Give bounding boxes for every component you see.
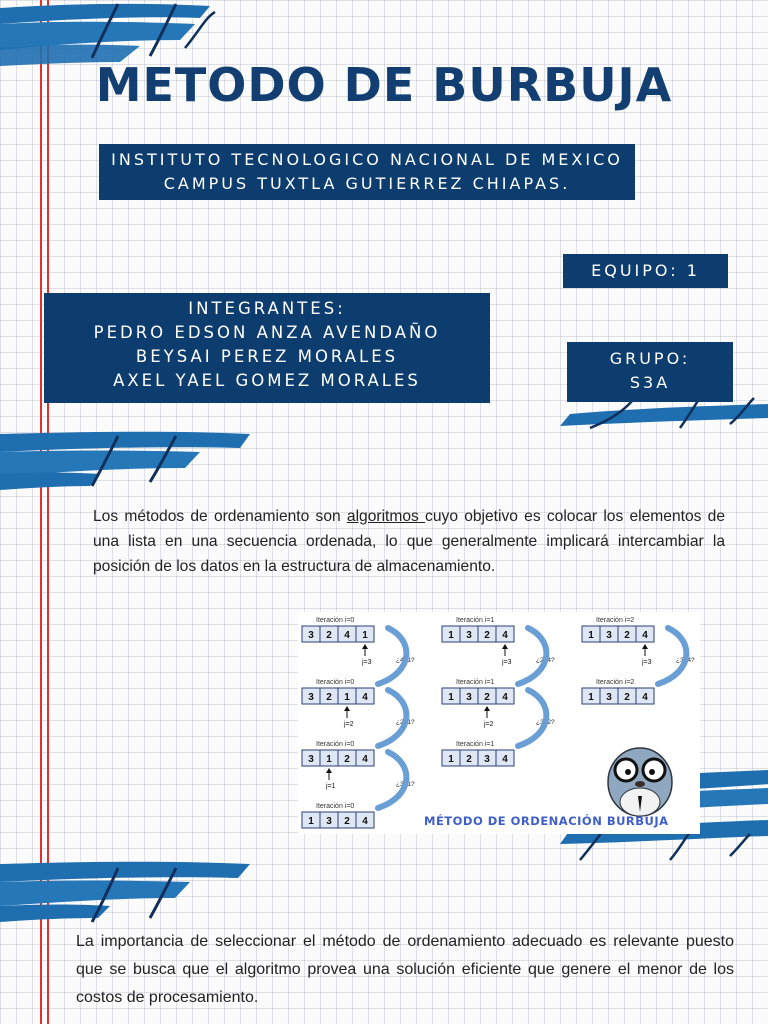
team-box — [563, 254, 728, 288]
institution-line-2: CAMPUS TUXTLA GUTIERREZ CHIAPAS. — [163, 174, 571, 193]
array-cell-value: 1 — [326, 754, 332, 765]
array-cell-value: 1 — [588, 630, 594, 641]
pointer-label: j=3 — [362, 659, 372, 666]
transition-arrow — [658, 628, 686, 684]
array-cell-value: 1 — [344, 692, 350, 703]
array-cell-value: 3 — [466, 692, 472, 703]
intro-text-end: cuyo objetivo es colocar los elementos de una lista en una secuencia ordenada, lo que generalmente implicará intercambiar la posición de los datos en la estructura de almacenamiento. — [93, 508, 725, 575]
array-cell-value: 3 — [484, 754, 490, 765]
transition-arrow — [518, 690, 546, 746]
iteration-label: Iteración i=1 — [456, 617, 495, 624]
array-cell-value: 4 — [502, 754, 508, 765]
iteration-label: Iteración i=2 — [596, 617, 635, 624]
pointer-label: j=3 — [642, 659, 652, 666]
compare-label: ¿3>2? — [536, 719, 555, 726]
members-heading: INTEGRANTES: — [188, 299, 346, 318]
transition-arrow — [378, 752, 406, 808]
array-cell-value: 1 — [362, 630, 368, 641]
algoritmos-link[interactable]: algoritmos — [346, 508, 426, 525]
intro-text-start: Los métodos de ordenamiento son — [93, 508, 347, 525]
array-cell-value: 4 — [642, 692, 648, 703]
compare-label: ¿2>4? — [536, 657, 555, 664]
array-cell-value: 2 — [484, 692, 490, 703]
compare-label: ¿2>1? — [396, 719, 415, 726]
iteration-label: Iteración i=0 — [316, 679, 355, 686]
bubble-sort-figure — [298, 612, 700, 834]
member-name: PEDRO EDSON ANZA AVENDAÑO — [93, 323, 441, 342]
pointer-label: j=3 — [502, 659, 512, 666]
page-title: METODO DE BURBUJA — [95, 58, 673, 112]
brush-stroke-mid-left — [0, 430, 260, 490]
team-label: EQUIPO: 1 — [591, 261, 700, 280]
array-cell-value: 3 — [606, 630, 612, 641]
array-cell-value: 2 — [484, 630, 490, 641]
array-cell-value: 1 — [448, 754, 454, 765]
members-box — [44, 293, 490, 403]
brush-stroke-bottom-left — [0, 860, 260, 930]
member-name: BEYSAI PEREZ MORALES — [135, 347, 399, 366]
pointer-arrow-head — [502, 644, 508, 649]
pointer-label: j=2 — [484, 721, 494, 728]
pointer-arrow-head — [362, 644, 368, 649]
group-box — [567, 342, 733, 402]
compare-label: ¿3>1? — [396, 781, 415, 788]
array-cell-value: 1 — [448, 692, 454, 703]
iteration-label: Iteración i=0 — [316, 617, 355, 624]
iteration-label: Iteración i=2 — [596, 679, 635, 686]
iteration-label: Iteración i=0 — [316, 741, 355, 748]
transition-arrow — [518, 628, 546, 684]
iteration-label: Iteración i=1 — [456, 741, 495, 748]
array-cell-value: 1 — [308, 816, 314, 827]
array-cell-value: 2 — [624, 630, 630, 641]
pointer-arrow-head — [326, 768, 332, 773]
pointer-label: j=1 — [326, 783, 336, 790]
pointer-arrow-head — [642, 644, 648, 649]
array-cell-value: 2 — [326, 630, 332, 641]
array-cell-value: 2 — [624, 692, 630, 703]
array-cell-value: 3 — [308, 754, 314, 765]
bubble-sort-diagram — [298, 612, 700, 834]
mascot-nose-icon — [635, 781, 645, 787]
compare-label: ¿4>1? — [396, 657, 415, 664]
mascot-eye-icon — [625, 769, 631, 775]
array-cell-value: 4 — [362, 816, 368, 827]
member-name: AXEL YAEL GOMEZ MORALES — [113, 371, 421, 390]
intro-paragraph — [93, 504, 725, 579]
array-cell-value: 2 — [344, 816, 350, 827]
array-cell-value: 1 — [588, 692, 594, 703]
pointer-arrow-head — [344, 706, 350, 711]
array-cell-value: 2 — [466, 754, 472, 765]
array-cell-value: 3 — [606, 692, 612, 703]
iteration-label: Iteración i=1 — [456, 679, 495, 686]
array-cell-value: 1 — [448, 630, 454, 641]
array-cell-value: 3 — [466, 630, 472, 641]
mascot-eye-icon — [649, 769, 655, 775]
array-cell-value: 4 — [362, 754, 368, 765]
array-cell-value: 2 — [326, 692, 332, 703]
iteration-label: Iteración i=0 — [316, 803, 355, 810]
array-cell-value: 4 — [344, 630, 350, 641]
array-cell-value: 2 — [344, 754, 350, 765]
institution-box — [99, 144, 635, 200]
transition-arrow — [378, 628, 406, 684]
array-cell-value: 3 — [308, 692, 314, 703]
array-cell-value: 3 — [308, 630, 314, 641]
array-cell-value: 4 — [362, 692, 368, 703]
array-cell-value: 4 — [642, 630, 648, 641]
transition-arrow — [378, 690, 406, 746]
pointer-arrow-head — [484, 706, 490, 711]
group-label: GRUPO: — [609, 349, 691, 368]
compare-label: ¿3>4? — [676, 657, 695, 664]
institution-line-1: INSTITUTO TECNOLOGICO NACIONAL DE MEXICO — [111, 150, 623, 169]
pointer-label: j=2 — [344, 721, 354, 728]
figure-caption: MÉTODO DE ORDENACIÓN BURBUJA — [424, 814, 669, 828]
group-value: S3A — [629, 373, 671, 392]
array-cell-value: 4 — [502, 692, 508, 703]
array-cell-value: 3 — [326, 816, 332, 827]
array-cell-value: 4 — [502, 630, 508, 641]
importance-paragraph: La importancia de seleccionar el método de ordenamiento adecuado es relevante puesto que se busca que el algoritmo provea una solución eficiente que genere el menor de los costos de procesamiento. — [76, 933, 734, 1006]
